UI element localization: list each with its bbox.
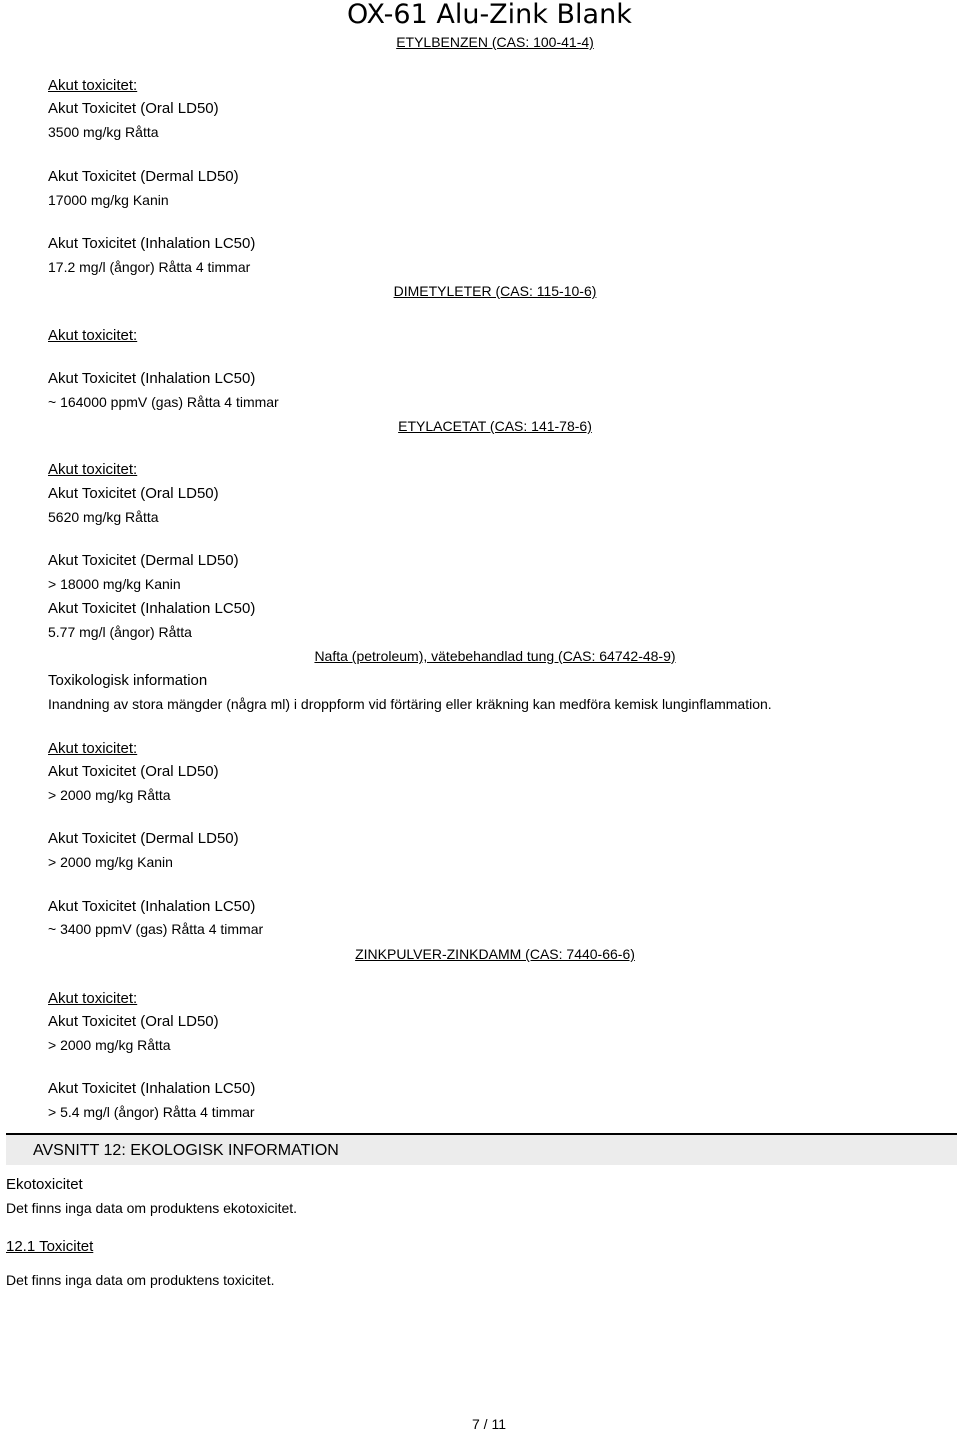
inhalation-lc50-value: ~ 164000 ppmV (gas) Råtta 4 timmar: [48, 394, 279, 410]
inhalation-lc50-label: Akut Toxicitet (Inhalation LC50): [48, 370, 256, 387]
acute-toxicity-label: Akut toxicitet:: [48, 77, 138, 94]
document-title: OX-61 Alu-Zink Blank: [347, 0, 632, 30]
inhalation-lc50-value: 17.2 mg/l (ångor) Råtta 4 timmar: [48, 259, 251, 275]
inhalation-lc50-label: Akut Toxicitet (Inhalation LC50): [48, 1080, 256, 1097]
dermal-ld50-label: Akut Toxicitet (Dermal LD50): [48, 552, 239, 569]
substance-heading-dimetyleter: DIMETYLETER (CAS: 115-10-6): [393, 283, 597, 299]
acute-toxicity-label: Akut toxicitet:: [48, 327, 138, 344]
toxicity-12-1-text: Det finns inga data om produktens toxicitet.: [6, 1272, 275, 1288]
dermal-ld50-value: > 2000 mg/kg Kanin: [48, 854, 173, 870]
dermal-ld50-label: Akut Toxicitet (Dermal LD50): [48, 830, 239, 847]
ecotoxicity-heading: Ekotoxicitet: [6, 1176, 83, 1193]
oral-ld50-label: Akut Toxicitet (Oral LD50): [48, 763, 219, 780]
substance-heading-zinkpulver: ZINKPULVER-ZINKDAMM (CAS: 7440-66-6): [355, 946, 635, 962]
toxicity-12-1-heading: 12.1 Toxicitet: [6, 1238, 94, 1255]
substance-heading-nafta: Nafta (petroleum), vätebehandlad tung (CAS: 64742-48-9): [314, 648, 676, 664]
page-number: 7 / 11: [472, 1416, 506, 1432]
inhalation-lc50-value: > 5.4 mg/l (ångor) Råtta 4 timmar: [48, 1104, 255, 1120]
acute-toxicity-label: Akut toxicitet:: [48, 740, 138, 757]
inhalation-lc50-label: Akut Toxicitet (Inhalation LC50): [48, 898, 256, 915]
inhalation-lc50-label: Akut Toxicitet (Inhalation LC50): [48, 600, 256, 617]
toxicological-info-text: Inandning av stora mängder (några ml) i droppform vid förtäring eller kräkning kan medföra kemisk lunginflammation.: [48, 696, 772, 712]
dermal-ld50-label: Akut Toxicitet (Dermal LD50): [48, 168, 239, 185]
oral-ld50-value: 3500 mg/kg Råtta: [48, 124, 159, 140]
section-12-bar: [6, 1133, 957, 1165]
dermal-ld50-value: 17000 mg/kg Kanin: [48, 192, 169, 208]
acute-toxicity-label: Akut toxicitet:: [48, 990, 138, 1007]
oral-ld50-value: > 2000 mg/kg Råtta: [48, 1037, 171, 1053]
inhalation-lc50-label: Akut Toxicitet (Inhalation LC50): [48, 235, 256, 252]
oral-ld50-value: 5620 mg/kg Råtta: [48, 509, 159, 525]
section-12-title: AVSNITT 12: EKOLOGISK INFORMATION: [33, 1142, 339, 1159]
acute-toxicity-label: Akut toxicitet:: [48, 461, 138, 478]
substance-heading-etylbenzen: ETYLBENZEN (CAS: 100-41-4): [396, 34, 594, 50]
oral-ld50-label: Akut Toxicitet (Oral LD50): [48, 485, 219, 502]
toxicological-info-heading: Toxikologisk information: [48, 672, 208, 689]
ecotoxicity-text: Det finns inga data om produktens ekotoxicitet.: [6, 1200, 298, 1216]
dermal-ld50-value: > 18000 mg/kg Kanin: [48, 576, 181, 592]
inhalation-lc50-value: 5.77 mg/l (ångor) Råtta: [48, 624, 192, 640]
oral-ld50-value: > 2000 mg/kg Råtta: [48, 787, 171, 803]
oral-ld50-label: Akut Toxicitet (Oral LD50): [48, 1013, 219, 1030]
inhalation-lc50-value: ~ 3400 ppmV (gas) Råtta 4 timmar: [48, 921, 264, 937]
oral-ld50-label: Akut Toxicitet (Oral LD50): [48, 100, 219, 117]
substance-heading-etylacetat: ETYLACETAT (CAS: 141-78-6): [398, 418, 592, 434]
